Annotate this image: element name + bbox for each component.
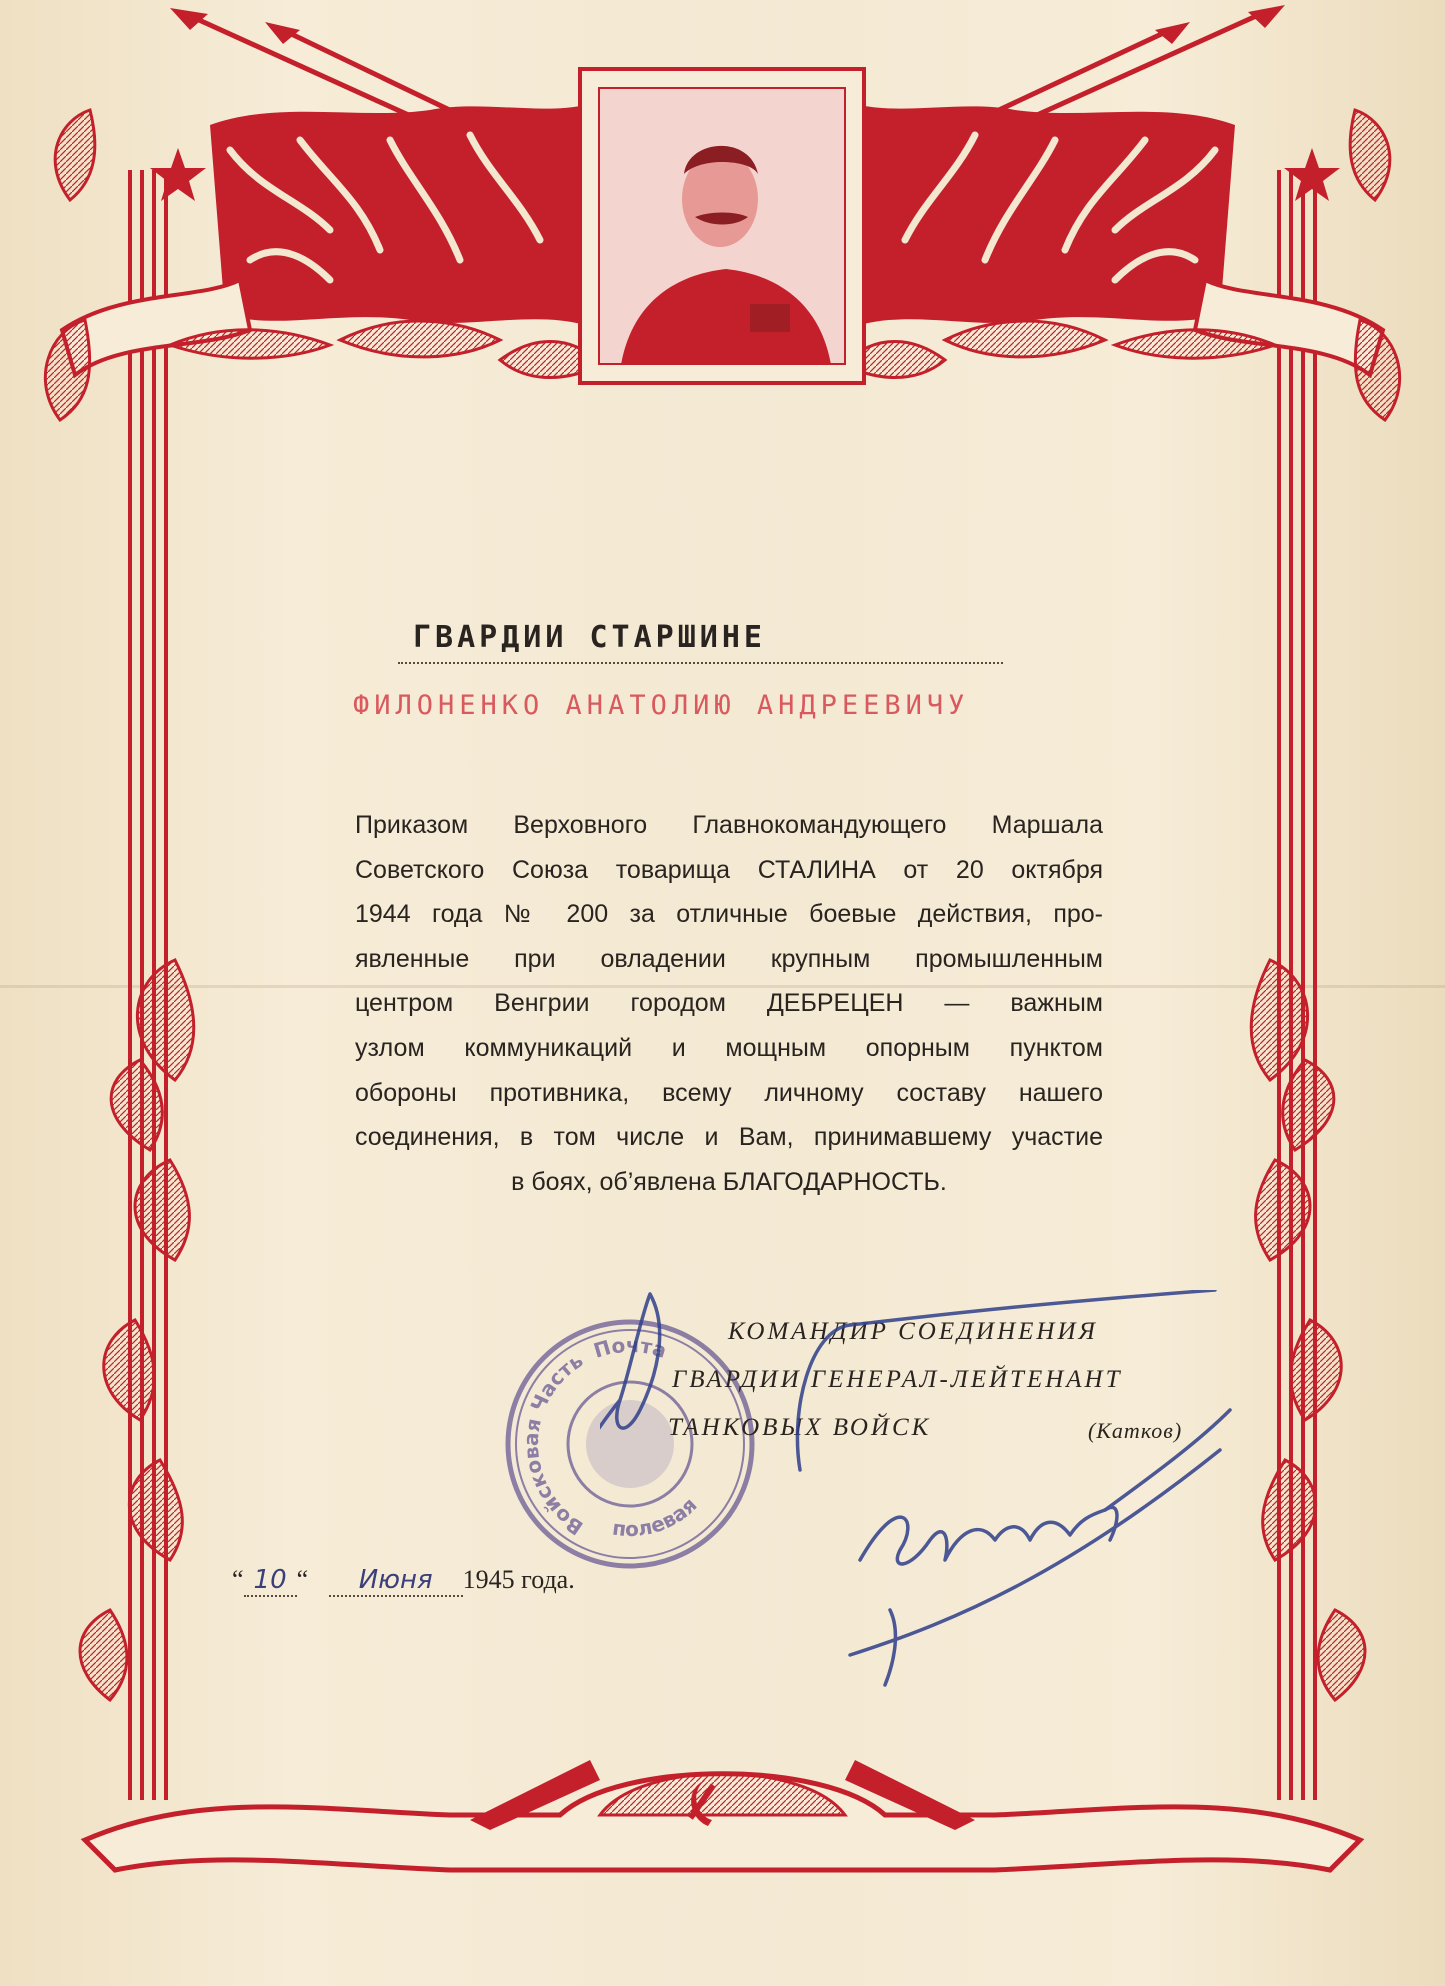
recipient-rank: ГВАРДИИ СТАРШИНЕ — [413, 620, 766, 655]
signatory-name: (Катков) — [1088, 1418, 1183, 1443]
citation-line: в боях, об’явлена БЛАГОДАРНОСТЬ. — [511, 1167, 947, 1196]
right-red-flag — [860, 105, 1235, 325]
leader-portrait — [578, 67, 866, 385]
citation-line: 1944 года № 200 за отличные боевые действия, про- — [355, 900, 1103, 929]
signatory-title-line2: ГВАРДИИ ГЕНЕРАЛ-ЛЕЙТЕНАНТ — [672, 1366, 1123, 1393]
citation-line: Советского Союза товарища СТАЛИНА от 20 октября — [355, 855, 1103, 884]
issue-date — [232, 1565, 575, 1595]
citation-line: Приказом Верховного Главнокомандующего Маршала — [355, 811, 1103, 839]
rank-dotted-line — [398, 662, 1003, 664]
date-day: 10 — [244, 1565, 297, 1597]
stamp-text-left: Войсковая Часть — [518, 1347, 588, 1541]
citation-line: центром Венгрии городом ДЕБРЕЦЕН — важным — [355, 989, 1103, 1018]
date-month: Июня — [329, 1565, 463, 1597]
date-open-quote: “ — [232, 1565, 244, 1594]
date-suffix: года. — [521, 1565, 575, 1594]
date-close-quote: “ — [296, 1565, 309, 1594]
handwritten-signature — [600, 1290, 1240, 1710]
left-red-flag — [210, 105, 585, 325]
portrait-image — [598, 87, 846, 365]
spear-tips — [170, 5, 1285, 44]
citation-line: соединения, в том числе и Вам, принимавшему участие — [355, 1123, 1103, 1152]
left-star-icon — [150, 148, 206, 201]
citation-line: узлом коммуникаций и мощным опорным пунктом — [355, 1033, 1103, 1062]
citation-line: явленные при овладении крупным промышленным — [355, 944, 1103, 973]
citation-line: обороны противника, всему личному составу нашего — [355, 1078, 1103, 1107]
signatory-title-line3: ТАНКОВЫХ ВОЙСК — [668, 1414, 932, 1441]
stamp-text-top: Почта — [590, 1332, 670, 1363]
date-year: 1945 — [462, 1565, 515, 1594]
citation-text — [355, 803, 1103, 1204]
signatory-title-line1: КОМАНДИР СОЕДИНЕНИЯ — [728, 1318, 1098, 1345]
portrait-figure — [600, 89, 846, 365]
recipient-name-stamp: ФИЛОНЕНКО АНАТОЛИЮ АНДРЕЕВИЧУ — [353, 690, 970, 721]
stamp-text-bottom: полевая — [611, 1492, 702, 1542]
